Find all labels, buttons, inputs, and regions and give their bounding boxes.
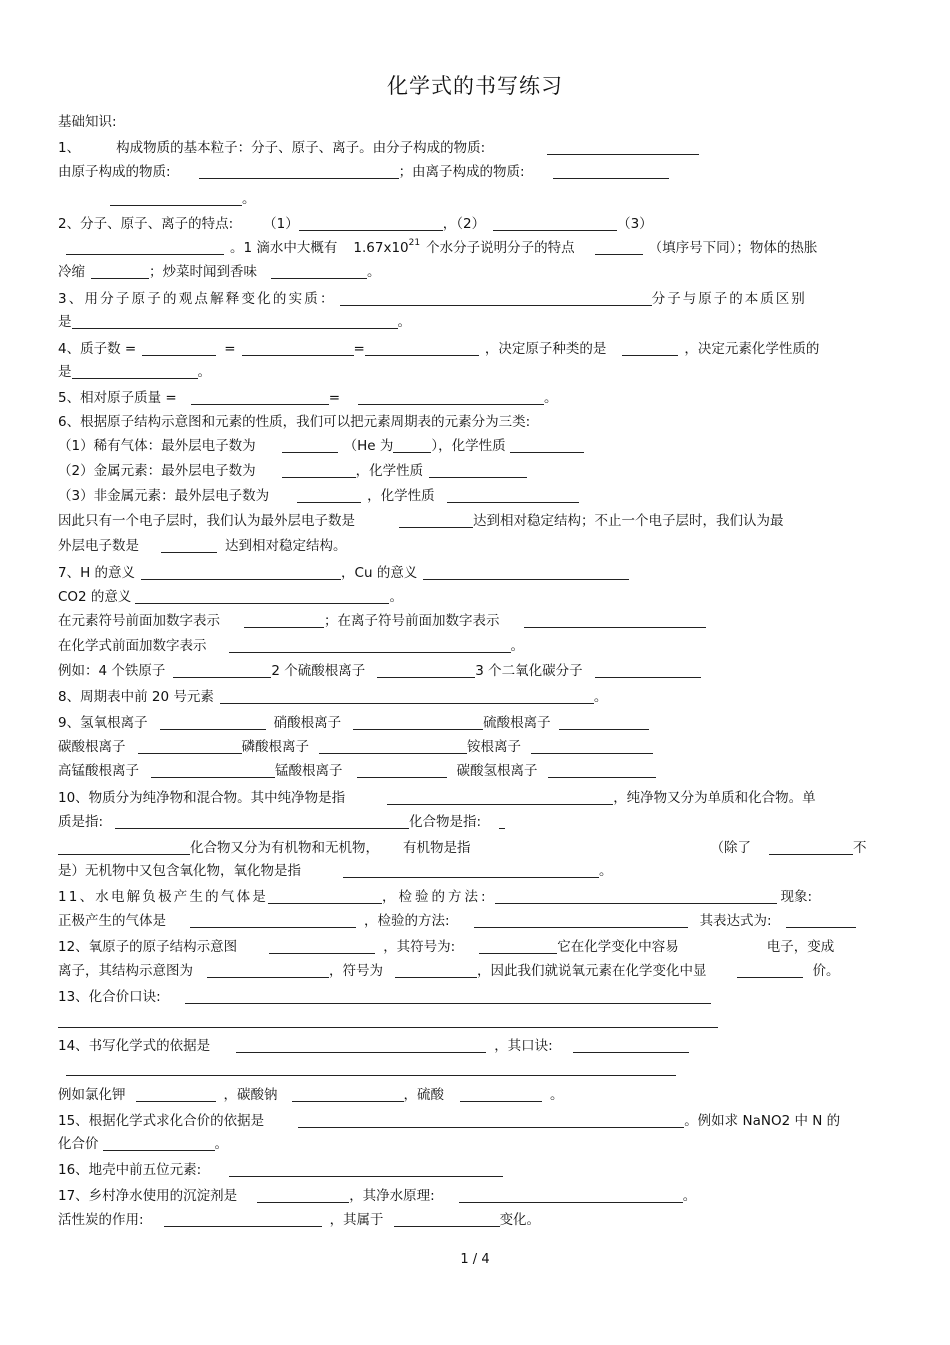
answer-line[interactable]	[66, 1075, 676, 1076]
blank[interactable]	[58, 840, 190, 855]
blank[interactable]	[282, 463, 356, 478]
q3-line1: 3、用分子原子的观点解释变化的实质： 分子与原子的本质区别	[58, 291, 807, 307]
blank[interactable]	[292, 1087, 404, 1102]
q14-line2: 例如氯化钾 ，碳酸钠 ，硫酸 。	[58, 1087, 564, 1103]
q7-line3: 在元素符号前面加数字表示 ；在离子符号前面加数字表示	[58, 612, 894, 630]
q6-summary2: 外层电子数是 达到相对稳定结构。	[58, 538, 347, 554]
blank[interactable]	[110, 191, 242, 206]
q7-line4: 在化学式前面加数字表示 。	[58, 638, 524, 654]
blank[interactable]	[595, 663, 701, 678]
blank[interactable]	[115, 814, 409, 829]
q6-intro: 6、根据原子结构示意图和元素的性质，我们可以把元素周期表的元素分为三类:	[58, 414, 531, 430]
page-title: 化学式的书写练习	[387, 74, 563, 98]
blank[interactable]	[737, 963, 803, 978]
blank[interactable]	[236, 1038, 486, 1053]
blank[interactable]	[242, 341, 354, 356]
q2-line3: 冷缩 ；炒菜时闻到香味 。	[58, 264, 381, 280]
q6-row1: （1）稀有气体：最外层电子数为 （He 为 ），化学性质	[58, 437, 894, 455]
page-number: 1 / 4	[460, 1252, 490, 1267]
blank[interactable]	[173, 663, 271, 678]
blank[interactable]	[136, 1087, 216, 1102]
blank[interactable]	[365, 341, 479, 356]
q9-line2: 碳酸根离子 磷酸根离子 铵根离子	[58, 738, 894, 756]
blank[interactable]	[161, 538, 217, 553]
section-heading: 基础知识:	[58, 114, 117, 130]
q8-line: 8、周期表中前 20 号元素 。	[58, 689, 608, 705]
blank[interactable]	[319, 739, 467, 754]
blank[interactable]	[297, 488, 361, 503]
blank[interactable]	[299, 216, 443, 231]
blank[interactable]	[531, 739, 653, 754]
blank[interactable]	[786, 913, 856, 928]
blank[interactable]	[72, 314, 398, 329]
blank[interactable]	[357, 763, 447, 778]
q13-line: 13、化合价口诀:	[58, 988, 894, 1006]
blank[interactable]	[474, 913, 688, 928]
q4-line1: 4、质子数 = = = ，决定原子种类的是 ，决定元素化学性质的	[58, 341, 820, 357]
blank[interactable]	[573, 1038, 689, 1053]
blank[interactable]	[185, 989, 711, 1004]
blank[interactable]	[151, 763, 275, 778]
blank[interactable]	[499, 814, 505, 829]
blank[interactable]	[387, 790, 613, 805]
blank[interactable]	[495, 889, 777, 904]
blank[interactable]	[340, 291, 652, 306]
q12-line2: 离子，其结构示意图为 ，符号为 ，因此我们就说氧元素在化学变化中显 价。	[58, 963, 840, 979]
blank[interactable]	[493, 216, 617, 231]
q10-line4: 是）无机物中又包含氧化物，氧化物是指 。	[58, 863, 613, 879]
blank[interactable]	[358, 390, 544, 405]
q16-line: 16、地壳中前五位元素:	[58, 1161, 894, 1179]
blank[interactable]	[164, 1212, 322, 1227]
q1-line1: 1、 构成物质的基本粒子：分子、原子、离子。由分子构成的物质:	[58, 139, 894, 157]
q15-line1: 15、根据化学式求化合价的依据是 。例如求 NaNO2 中 N 的	[58, 1113, 841, 1129]
blank[interactable]	[229, 1162, 503, 1177]
blank[interactable]	[207, 963, 329, 978]
blank[interactable]	[138, 739, 242, 754]
blank[interactable]	[135, 589, 389, 604]
blank[interactable]	[447, 488, 579, 503]
q12-line1: 12、氧原子的原子结构示意图 ，其符号为: 它在化学变化中容易 电子，变成	[58, 939, 835, 955]
q4-line2: 是 。	[58, 364, 211, 380]
q14-line1: 14、书写化学式的依据是 ，其口诀:	[58, 1037, 894, 1055]
q10-line2: 质是指: 化合物是指:	[58, 813, 894, 831]
q3-line2: 是 。	[58, 314, 411, 330]
blank[interactable]	[429, 463, 527, 478]
q17-line1: 17、乡村净水使用的沉淀剂是 ，其净水原理: 。	[58, 1188, 697, 1204]
q1-line2: 由原子构成的物质: ；由离子构成的物质:	[58, 163, 894, 181]
q2-line1: 2、分子、原子、离子的特点: （1） ，（2） （3）	[58, 216, 653, 232]
blank[interactable]	[559, 715, 649, 730]
q15-line2: 化合价 。	[58, 1136, 228, 1152]
blank[interactable]	[141, 565, 341, 580]
blank[interactable]	[393, 438, 431, 453]
blank[interactable]	[268, 889, 382, 904]
blank[interactable]	[423, 565, 629, 580]
q2-line2: 。1 滴水中大概有 $1.67x10^{21}$ 个水分子说明分子的特点 （填序号下同）；物体的热胀	[58, 239, 894, 257]
blank[interactable]	[459, 1188, 683, 1203]
blank[interactable]	[547, 140, 699, 155]
q7-line5: 例如：4 个铁原子 2 个硫酸根离子 3 个二氧化碳分子	[58, 662, 894, 680]
blank[interactable]	[377, 663, 475, 678]
q11-line1: 11、水电解负极产生的气体是 ，检验的方法: 现象:	[58, 889, 813, 905]
q7-line2: CO2 的意义 。	[58, 589, 403, 605]
blank[interactable]	[395, 963, 477, 978]
blank[interactable]	[282, 438, 338, 453]
q9-line1: 9、氢氧根离子 硝酸根离子 硫酸根离子	[58, 714, 894, 732]
blank[interactable]	[399, 513, 473, 528]
blank[interactable]	[72, 364, 198, 379]
blank[interactable]	[220, 689, 594, 704]
blank[interactable]	[343, 863, 599, 878]
blank[interactable]	[244, 613, 324, 628]
blank[interactable]	[199, 164, 399, 179]
answer-line[interactable]	[58, 1027, 718, 1028]
q10-line1: 10、物质分为纯净物和混合物。其中纯净物是指 ，纯净物又分为单质和化合物。单	[58, 790, 816, 806]
blank[interactable]	[622, 341, 678, 356]
blank[interactable]	[298, 1113, 684, 1128]
q6-summary1: 因此只有一个电子层时，我们认为最外层电子数是 达到相对稳定结构；不止一个电子层时，我们认为最	[58, 513, 784, 529]
blank[interactable]	[91, 264, 149, 279]
q9-line3: 高锰酸根离子 锰酸根离子 碳酸氢根离子	[58, 762, 894, 780]
blank[interactable]	[271, 264, 367, 279]
blank[interactable]	[479, 939, 557, 954]
blank[interactable]	[160, 715, 266, 730]
q6-row3: （3）非金属元素：最外层电子数为 ，化学性质	[58, 487, 894, 505]
blank[interactable]	[257, 1188, 349, 1203]
blank[interactable]	[769, 840, 853, 855]
q6-row2: （2）金属元素：最外层电子数为 ，化学性质	[58, 462, 894, 480]
blank[interactable]	[66, 240, 224, 255]
blank[interactable]	[190, 913, 356, 928]
blank[interactable]	[595, 240, 643, 255]
blank[interactable]	[353, 715, 483, 730]
blank[interactable]	[553, 164, 669, 179]
blank[interactable]	[548, 763, 656, 778]
q5-line: 5、相对原子质量 = = 。	[58, 390, 558, 406]
q10-line3: 化合物又分为有机物和无机物， 有机物是指 （除了 不	[58, 839, 894, 857]
blank[interactable]	[524, 613, 706, 628]
blank[interactable]	[460, 1087, 542, 1102]
q11-line2: 正极产生的气体是 ，检验的方法: 其表达式为:	[58, 912, 894, 930]
blank[interactable]	[510, 438, 584, 453]
q7-line1: 7、H 的意义 ，Cu 的意义	[58, 564, 894, 582]
blank[interactable]	[269, 939, 375, 954]
blank[interactable]	[103, 1136, 215, 1151]
blank[interactable]	[229, 638, 511, 653]
q1-line3: 。	[58, 190, 894, 208]
blank[interactable]	[191, 390, 329, 405]
blank[interactable]	[394, 1212, 500, 1227]
q17-line2: 活性炭的作用: ，其属于 变化。	[58, 1212, 541, 1228]
blank[interactable]	[142, 341, 216, 356]
